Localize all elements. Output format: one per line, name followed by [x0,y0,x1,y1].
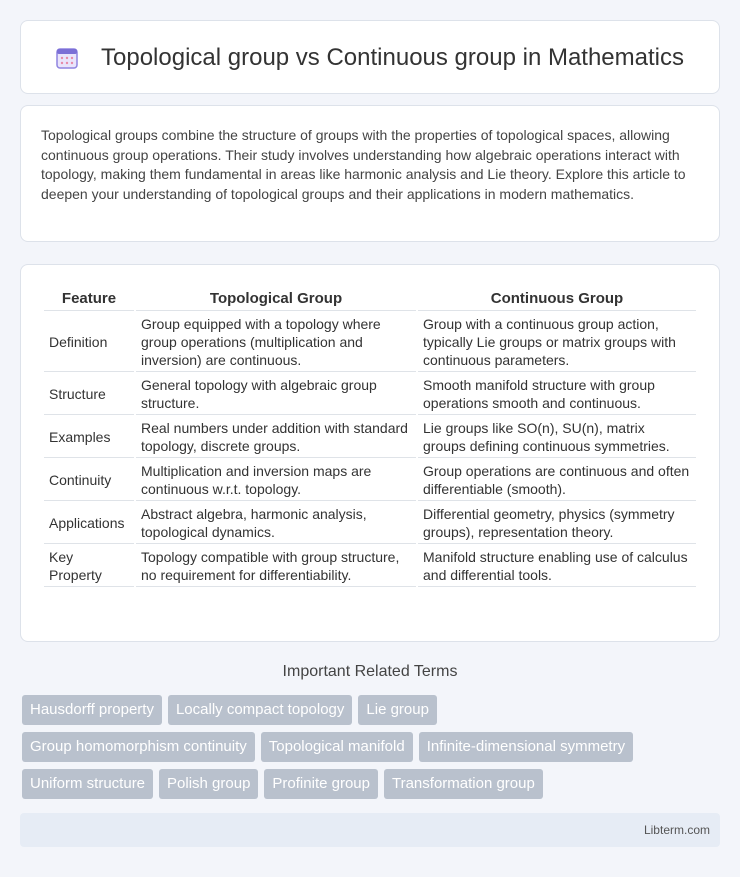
intro-paragraph: Topological groups combine the structure of groups with the properties of topological spaces, allowing continuous group operations. Their study involves understanding how algebraic operations interact with topology, making them fundamental in areas like harmonic analysis and Lie theory. Explore this article to deepen your understanding of topological groups and their applications in modern mathematics. [41,127,686,202]
topological-cell: Group equipped with a topology where group operations (multiplication and inversion) are continuous. [136,313,416,372]
table-row [44,503,696,544]
related-term-tag[interactable]: Hausdorff property [22,695,162,725]
title-card [20,20,720,94]
related-terms-list [22,695,722,806]
continuous-cell: Lie groups like SO(n), SU(n), matrix groups defining continuous symmetries. [418,417,696,458]
table-row [44,460,696,501]
tag-row [22,695,722,725]
related-term-tag[interactable]: Locally compact topology [168,695,352,725]
tag-row [22,769,722,799]
header-continuous-group: Continuous Group [418,287,696,311]
tag-row [22,732,722,762]
footer-site-link[interactable]: Libterm.com [643,823,710,837]
topological-cell: Abstract algebra, harmonic analysis, topological dynamics. [136,503,416,544]
continuous-cell: Group with a continuous group action, typically Lie groups or matrix groups with continuous parameters. [418,313,696,372]
continuous-cell: Manifold structure enabling use of calculus and differential tools. [418,546,696,587]
table-header-row [44,287,696,311]
intro-card [20,105,720,242]
page-title: Topological group vs Continuous group in Mathematics [101,44,684,71]
continuous-cell: Smooth manifold structure with group operations smooth and continuous. [418,374,696,415]
topological-cell: General topology with algebraic group structure. [136,374,416,415]
table-row [44,313,696,372]
related-terms-heading: Important Related Terms [282,663,458,680]
continuous-cell: Differential geometry, physics (symmetry groups), representation theory. [418,503,696,544]
topological-cell: Multiplication and inversion maps are continuous w.r.t. topology. [136,460,416,501]
table-row [44,417,696,458]
header-topological-group: Topological Group [136,287,416,311]
topological-cell: Topology compatible with group structure, no requirement for differentiability. [136,546,416,587]
related-term-tag[interactable]: Transformation group [384,769,543,799]
continuous-cell: Group operations are continuous and often differentiable (smooth). [418,460,696,501]
comparison-card [20,264,720,642]
feature-cell: Applications [44,503,134,544]
related-term-tag[interactable]: Lie group [358,695,437,725]
feature-cell: Structure [44,374,134,415]
feature-cell: Continuity [44,460,134,501]
feature-cell: Examples [44,417,134,458]
calendar-icon [55,46,79,70]
related-term-tag[interactable]: Topological manifold [261,732,413,762]
feature-cell: Key Property [44,546,134,587]
table-row [44,374,696,415]
related-term-tag[interactable]: Profinite group [264,769,378,799]
topological-cell: Real numbers under addition with standard topology, discrete groups. [136,417,416,458]
related-term-tag[interactable]: Group homomorphism continuity [22,732,255,762]
comparison-table [42,285,698,589]
table-row [44,546,696,587]
footer [20,813,720,847]
related-term-tag[interactable]: Polish group [159,769,258,799]
feature-cell: Definition [44,313,134,372]
related-term-tag[interactable]: Infinite-dimensional symmetry [419,732,633,762]
header-feature: Feature [44,287,134,311]
related-term-tag[interactable]: Uniform structure [22,769,153,799]
